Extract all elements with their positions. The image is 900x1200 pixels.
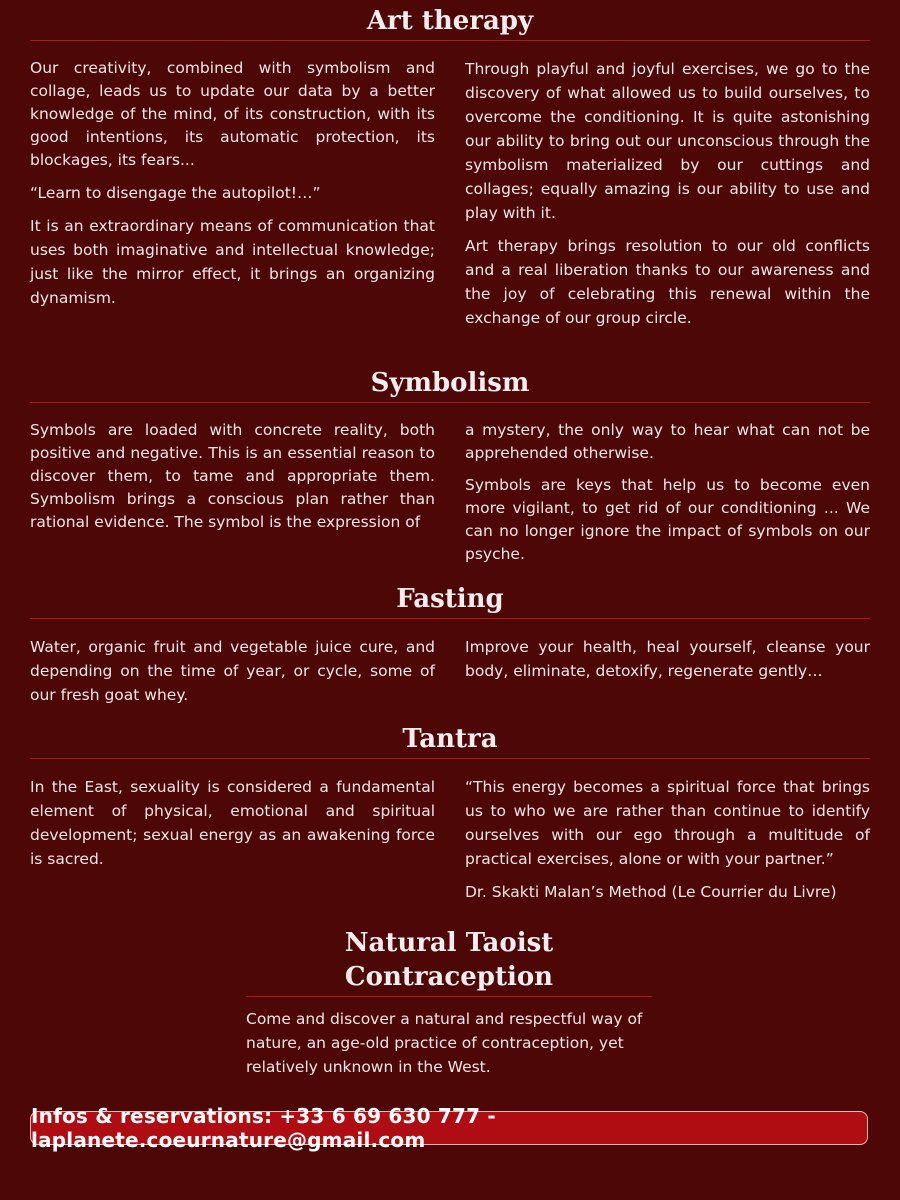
symbolism-left-column [30,419,435,575]
contraception-paragraph: Come and discover a natural and respectful way of nature, an age-old practice of contraception, yet relatively unknown in the West. [246,1010,643,1076]
symbolism-paragraph: Symbols are keys that help us to become even more vigilant, to get rid of our conditioning ... We can no longer ignore the impact of symbols on our psyche. [465,476,870,563]
symbolism-right-column [465,419,870,575]
symbolism-section [30,366,870,575]
symbolism-paragraph: Symbols are loaded with concrete reality, both positive and negative. This is an essential reason to discover them, to tame and appropriate them. Symbolism brings a conscious plan rather than rational evidence. The symbol is the expression of [30,421,435,531]
art-therapy-quote: “Learn to disengage the autopilot!…” [30,184,321,202]
art-therapy-right-column [465,57,870,339]
fasting-right-column [465,635,870,716]
symbolism-title: Symbolism [30,366,870,403]
tantra-columns [30,775,870,913]
tantra-right-column [465,775,870,913]
fasting-paragraph: Water, organic fruit and vegetable juice cure, and depending on the time of year, or cycle, some of our fresh goat whey. [30,638,435,704]
art-therapy-paragraph: Through playful and joyful exercises, we go to the discovery of what allowed us to build ourselves, to overcome the conditioning. It is quite astonishing our ability to bring out our unconscious through the symbolism materialized by our cuttings and collages; equally amazing is our ability to use and play with it. [465,60,870,222]
tantra-paragraph: In the East, sexuality is considered a fundamental element of physical, emotional and spiritual development; sexual energy as an awakening force is sacred. [30,778,435,868]
tantra-title: Tantra [30,722,870,759]
art-therapy-paragraph: It is an extraordinary means of communication that uses both imaginative and intellectual knowledge; just like the mirror effect, it brings an organizing dynamism. [30,217,435,307]
fasting-section [30,582,870,716]
art-therapy-paragraph: Art therapy brings resolution to our old conflicts and a real liberation thanks to our awareness and the joy of celebrating this renewal within the exchange of our group circle. [465,237,870,327]
fasting-left-column [30,635,435,716]
art-therapy-title: Art therapy [30,4,870,41]
fasting-paragraph: Improve your health, heal yourself, cleanse your body, eliminate, detoxify, regenerate gently… [465,638,870,680]
tantra-quote: “This energy becomes a spiritual force that brings us to who we are rather than continue to identify ourselves with our ego through a multitude of practical exercises, alone or with your partner.” [465,778,870,868]
fasting-title: Fasting [30,582,870,619]
contraception-title: Natural Taoist Contraception [246,926,652,997]
tantra-citation: Dr. Skakti Malan’s Method (Le Courrier du Livre) [465,883,837,901]
tantra-section [30,722,870,913]
symbolism-columns [30,419,870,575]
art-therapy-paragraph: Our creativity, combined with symbolism and collage, leads us to update our data by a better knowledge of the mind, of its construction, with its good intentions, its automatic protection, its blockages, its fears... [30,59,435,169]
art-therapy-columns [30,57,870,339]
art-therapy-section [30,4,870,339]
info-reservations-bar: Infos & reservations: +33 6 69 630 777 - laplanete.coeurnature@gmail.com [30,1111,868,1145]
symbolism-paragraph: a mystery, the only way to hear what can not be apprehended otherwise. [465,421,870,462]
tantra-left-column [30,775,435,913]
fasting-columns [30,635,870,716]
contraception-section [246,926,652,1079]
art-therapy-left-column [30,57,435,339]
